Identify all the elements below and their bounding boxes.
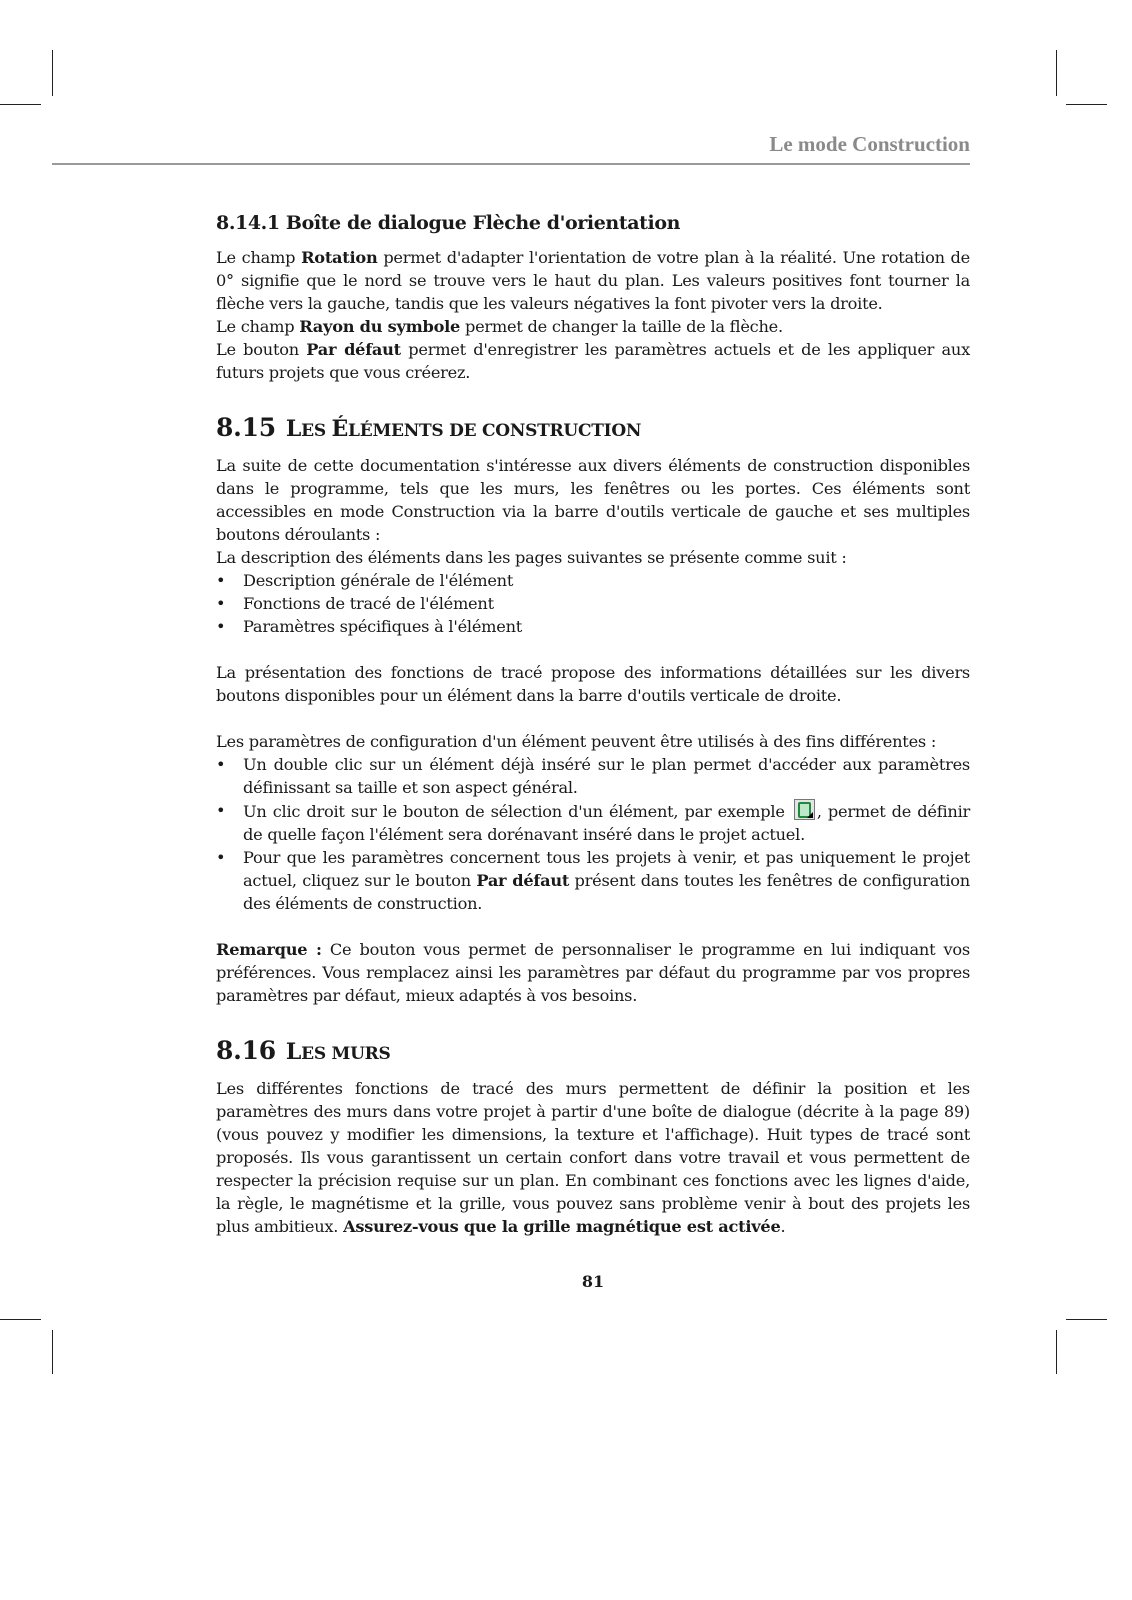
list-item: • Paramètres spécifiques à l'élément [216,615,970,638]
crop-mark-bottom-right-v [1056,1330,1057,1374]
paragraph-config: Les paramètres de configuration d'un élément peuvent être utilisés à des fins différentes : [216,732,937,751]
config-list [216,753,970,915]
paragraph-rayon: Le champ Rayon du symbole permet de changer la taille de la flèche. [216,317,783,336]
paragraph-par-defaut: Le bouton Par défaut permet d'enregistrer les paramètres actuels et de les appliquer aux futurs projets que vous créerez. [216,340,970,382]
paragraph-walls: Les différentes fonctions de tracé des murs permettent de définir la position et les paramètres des murs dans votre projet à partir d'une boîte de dialogue (décrite à la page 89) (vous pouvez y modifier les dimensions, la texture et l'affichage). Huit types de tracé sont proposés. Ils vous garantissent un certain confort dans votre travail et vous permettent de respecter la précision requise sur un plan. En combinant ces fonctions avec les lignes d'aide, la règle, le magnétisme et la grille, vous pouvez sans problème venir à bout des projets les plus ambitieux. Assurez-vous que la grille magnétique est activée. [216,1079,970,1236]
page-body [216,200,970,1238]
crop-mark-bottom-left-v [52,1330,53,1374]
crop-mark-top-right-h [1066,104,1107,105]
list-item: • Un double clic sur un élément déjà inséré sur le plan permet d'accéder aux paramètres définissant sa taille et son aspect général. [216,753,970,799]
paragraph-remark: Remarque : Ce bouton vous permet de personnaliser le programme en lui indiquant vos préférences. Vous remplacez ainsi les paramètres par défaut du programme par vos propres paramètres par défaut, mieux adaptés à vos besoins. [216,940,970,1005]
list-item: • Pour que les paramètres concernent tous les projets à venir, et pas uniquement le projet actuel, cliquez sur le bouton Par défaut présent dans toutes les fenêtres de configuration des éléments de construction. [216,846,970,915]
paragraph-rotation: Le champ Rotation permet d'adapter l'orientation de votre plan à la réalité. Une rotation de 0° signifie que le nord se trouve vers le haut du plan. Les valeurs positives font tourner la flèche vers la gauche, tandis que les valeurs négatives la font pivoter vers la droite. [216,248,970,313]
crop-mark-top-left-h [0,104,41,105]
crop-mark-top-right-v [1056,50,1057,96]
heading-8-16: 8.16 LES MURS [216,1036,391,1065]
paragraph-trace-functions: La présentation des fonctions de tracé propose des informations détaillées sur les divers boutons disponibles pour un élément dans la barre d'outils verticale de droite. [216,663,970,705]
list-item: • Fonctions de tracé de l'élément [216,592,970,615]
list-item: • Un clic droit sur le bouton de sélection d'un élément, par exemple , permet de définir de quelle façon l'élément sera dorénavant inséré dans le projet actuel. [216,799,970,846]
list-item: • Description générale de l'élément [216,569,970,592]
select-element-tool-icon [794,799,815,820]
crop-mark-bottom-right-h [1066,1319,1107,1320]
crop-mark-top-left-v [52,50,53,96]
header-rule [52,163,970,165]
crop-mark-bottom-left-h [0,1319,41,1320]
paragraph-description: La description des éléments dans les pages suivantes se présente comme suit : [216,548,847,567]
running-header-title: Le mode Construction [769,132,970,156]
description-list [216,569,970,638]
heading-8-15: 8.15 LES ÉLÉMENTS DE CONSTRUCTION [216,413,642,442]
paragraph-intro: La suite de cette documentation s'intéresse aux divers éléments de construction disponibles dans le programme, tels que les murs, les fenêtres ou les portes. Ces éléments sont accessibles en mode Construction via la barre d'outils verticale de gauche et ses multiples boutons déroulants : [216,456,970,544]
heading-8-14-1: 8.14.1 Boîte de dialogue Flèche d'orientation [216,212,681,234]
page-number: 81 [581,1272,605,1291]
